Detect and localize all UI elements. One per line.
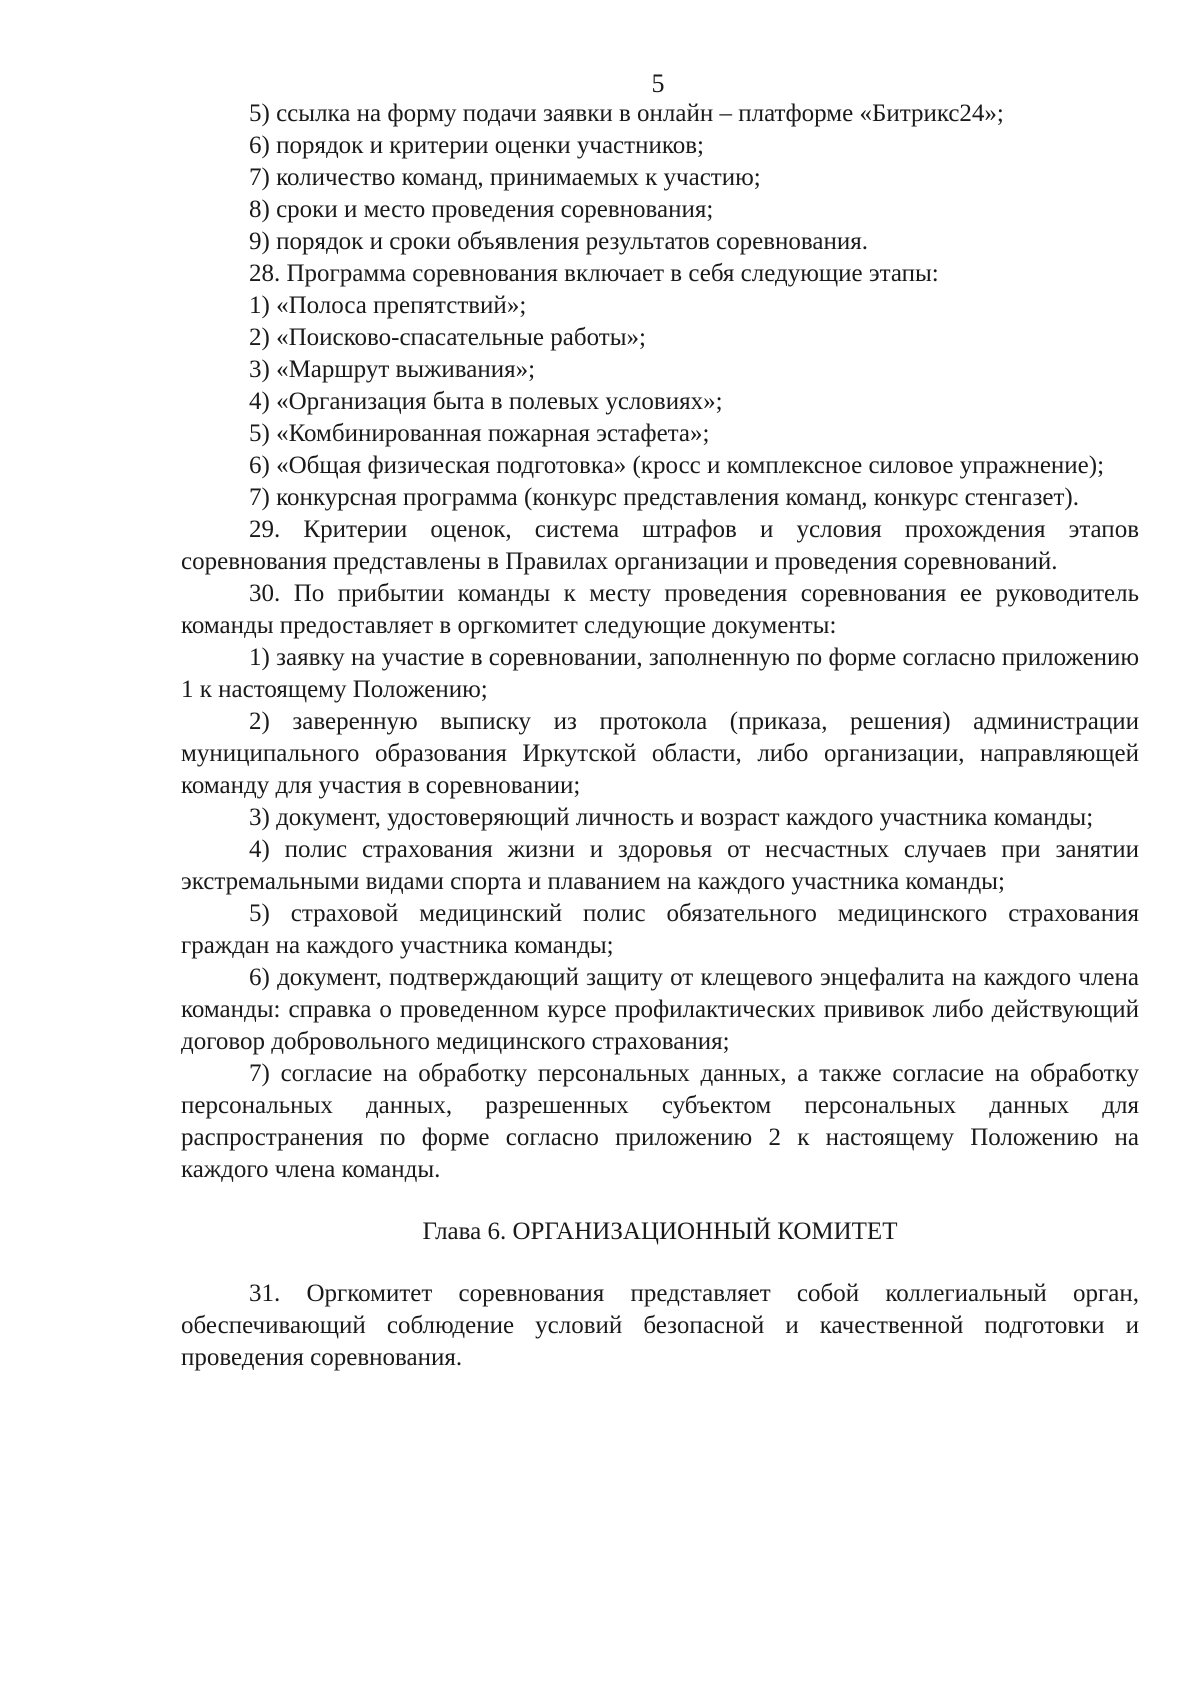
paragraph: 9) порядок и сроки объявления результатов соревнования. [249,228,869,255]
paragraph: 2) «Поисково-спасательные работы»; [249,324,646,351]
page-number: 5 [651,69,665,98]
paragraph: 7) конкурсная программа (конкурс представления команд, конкурс стенгазет). [249,484,1080,511]
paragraph: 28. Программа соревнования включает в себя следующие этапы: [249,260,939,287]
paragraph: 31. Оргкомитет соревнования представляет собой коллегиальный орган, обеспечивающий соблюдение условий безопасной и качественной подготовки и проведения соревнования. [181,1280,1139,1371]
paragraph: 5) «Комбинированная пожарная эстафета»; [249,420,710,447]
paragraph: 2) заверенную выписку из протокола (приказа, решения) администрации муниципального образования Иркутской области, либо организации, направляющей команду для участия в соревновании; [181,708,1139,799]
paragraph: 5) ссылка на форму подачи заявки в онлайн – платформе «Битрикс24»; [249,100,1004,127]
paragraph: 3) «Маршрут выживания»; [249,356,536,383]
paragraph: 7) согласие на обработку персональных данных, а также согласие на обработку персональных данных, разрешенных субъектом персональных данных для распространения по форме согласно приложению 2 к настоящему Положению на каждого члена команды. [181,1060,1139,1183]
paragraph: 29. Критерии оценок, система штрафов и условия прохождения этапов соревнования представлены в Правилах организации и проведения соревнований. [181,516,1139,575]
paragraph: 6) документ, подтверждающий защиту от клещевого энцефалита на каждого члена команды: справка о проведенном курсе профилактических прививок либо действующий договор добровольного медицинского страхования; [181,964,1139,1055]
paragraph: 1) заявку на участие в соревновании, заполненную по форме согласно приложению 1 к настоящему Положению; [181,644,1139,703]
paragraph: 6) порядок и критерии оценки участников; [249,132,704,159]
paragraph: 8) сроки и место проведения соревнования; [249,196,714,223]
paragraph: 3) документ, удостоверяющий личность и возраст каждого участника команды; [249,804,1094,831]
document-body [181,98,1139,1374]
paragraph: 4) «Организация быта в полевых условиях»; [249,388,723,415]
chapter-title: Глава 6. ОРГАНИЗАЦИОННЫЙ КОМИТЕТ [422,1218,898,1245]
paragraph: 4) полис страхования жизни и здоровья от несчастных случаев при занятии экстремальными видами спорта и плаванием на каждого участника команды; [181,836,1139,895]
paragraph: 7) количество команд, принимаемых к участию; [249,164,761,191]
paragraph: 1) «Полоса препятствий»; [249,292,527,319]
paragraph: 30. По прибытии команды к месту проведения соревнования ее руководитель команды предоставляет в оргкомитет следующие документы: [181,580,1139,639]
paragraph: 5) страховой медицинский полис обязательного медицинского страхования граждан на каждого участника команды; [181,900,1139,959]
paragraph: 6) «Общая физическая подготовка» (кросс и комплексное силовое упражнение); [249,452,1105,479]
